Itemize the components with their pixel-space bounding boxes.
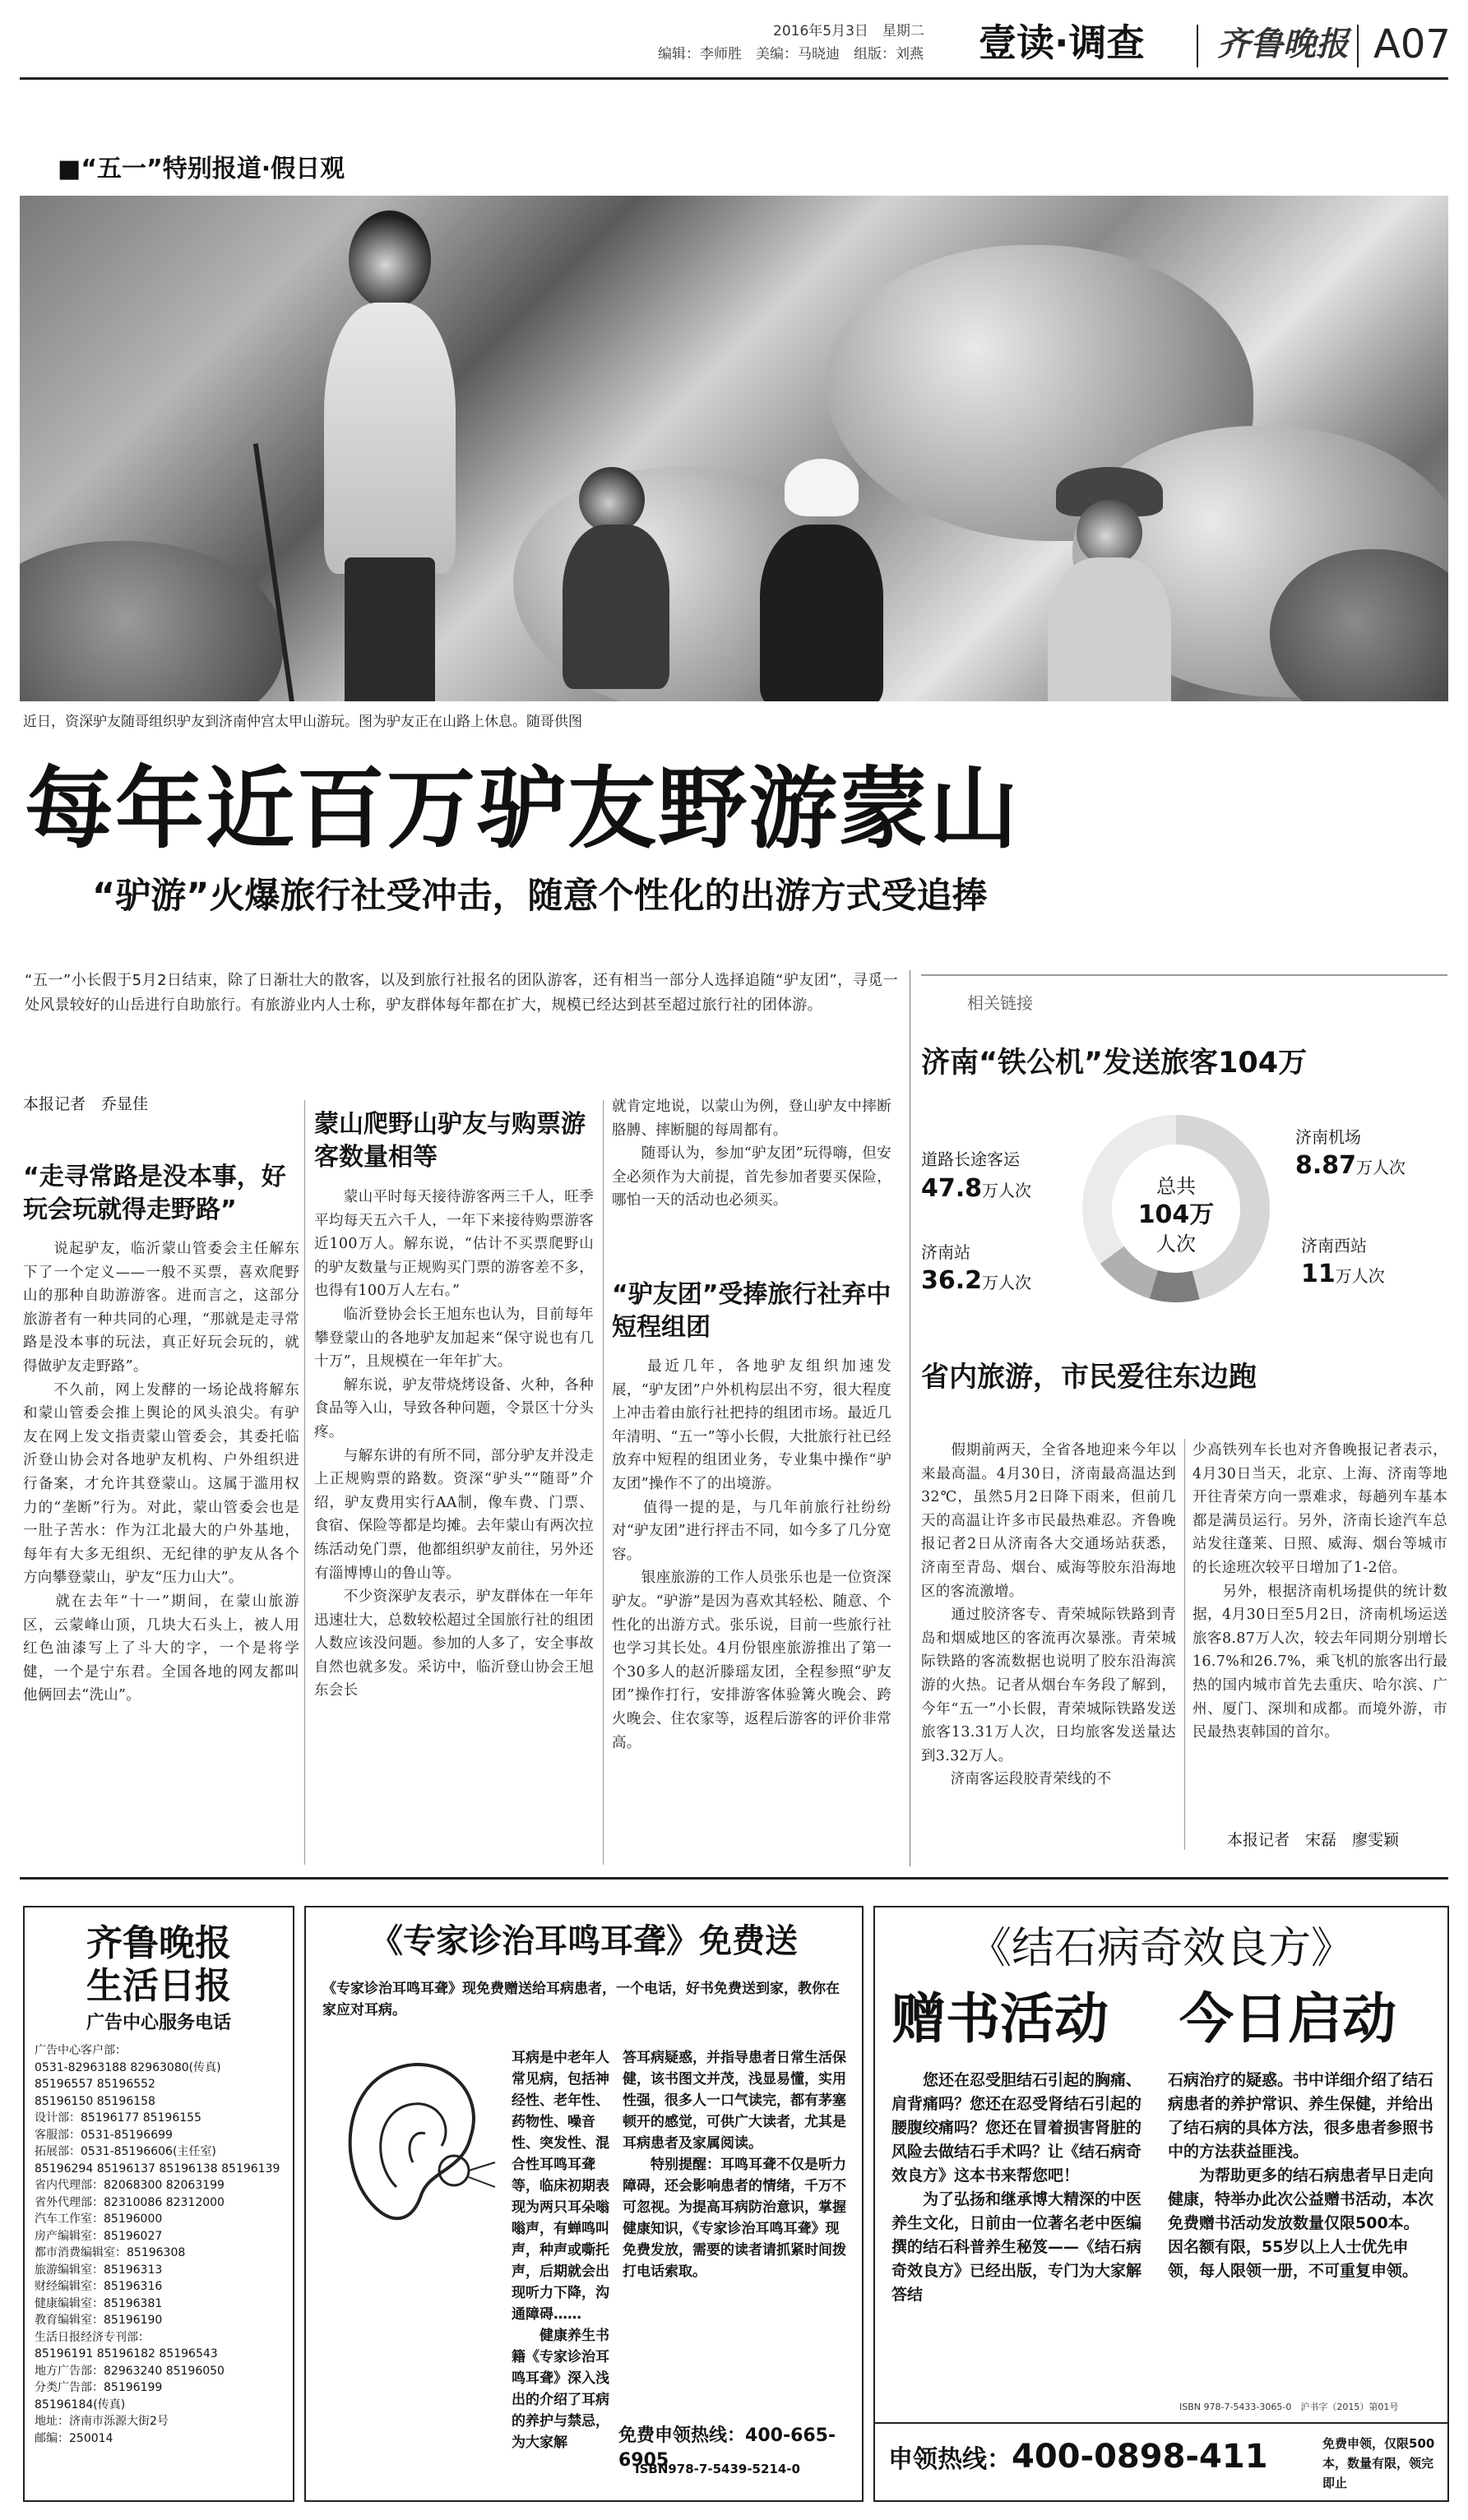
sidebar-byline: 本报记者 宋磊 廖雯颖 <box>1227 1831 1400 1849</box>
ad3-hotline: 申领热线：400-0898-411 <box>888 2438 1268 2476</box>
sidebar-title: 济南“铁公机”发送旅客104万 <box>921 1047 1308 1080</box>
sidebar-subhead: 省内旅游，市民爱往东边跑 <box>921 1361 1257 1394</box>
ad2-left-text: 耳病是中老年人常见病，包括神经性、老年性、药物性、噪音性、突发性、混合性耳鸣耳聋等，临床初期表现为两只耳朵嗡嗡声，有蝉鸣叫声，种声或嘶托声，后期就会出现听力下降，沟通障碍…… 健康养生书籍《专家诊治耳鸣耳聋》深入浅出的介绍了耳病的养护与禁忌，为大家解 <box>512 2050 609 2451</box>
sub-headline: “驴游”火爆旅行社受冲击，随意个性化的出游方式受追捧 <box>92 876 988 917</box>
related-links-label: 相关链接 <box>967 993 1033 1013</box>
special-report-label: ■“五一”特别报道·假日观 <box>58 155 345 183</box>
ad3-head-right: 今日启动 <box>1179 1987 1396 2051</box>
ad2-right-text: 答耳病疑惑，并指导患者日常生活保健，该书图文并茂，浅显易懂，实用性强，很多人一口气读完，都有茅塞顿开的感觉，可供广大读者，尤其是耳病患者及家属阅读。 特别提醒：耳鸣耳聋不仅是听力障碍，还会影响患者的情绪，千万不可忽视。为提高耳病防治意识，掌握健康知识，《专家诊治耳鸣耳聋》现免费发放，需要的读者请抓紧时间拨打电话索取。 <box>623 2050 846 2280</box>
hiking-photo <box>20 196 1448 701</box>
ad3-left-text: 您还在忍受胆结石引起的胸痛、肩背痛吗？您还在忍受肾结石引起的腰腹绞痛吗？您还在冒着损害肾脏的风险去做结石手术吗？让《结石病奇效良方》这本书来帮您吧！ 为了弘扬和继承博大精深的中医养生文化，日前由一位著名老中医编撰的结石科普养生秘笈——《结石病奇效良方》已经出版，专门为大家解答结 <box>891 2071 1142 2304</box>
donut-center-value: 104万 <box>1137 1200 1215 1229</box>
lead-paragraph: “五一”小长假于5月2日结束，除了日渐壮大的散客，以及到旅行社报名的团队游客，还有相当一部分人选择追随“驴友团”，寻觅一处风景较好的山岳进行自助旅行。有旅游业内人士称，驴友群体每年都在扩大，规模已经达到甚至超过旅行社的团体游。 <box>25 972 898 1014</box>
ad3-head-left: 赠书活动 <box>891 1987 1109 2051</box>
ad2-title: 《专家诊治耳鸣耳聋》免费送 <box>370 1922 798 1960</box>
ad3-title: 《结石病奇效良方》 <box>968 1924 1354 1973</box>
main-headline: 每年近百万驴友野游蒙山 <box>25 758 1021 861</box>
road-value: 47.8万人次 <box>921 1174 1032 1203</box>
paper-logo: 齐鲁晚报 <box>1217 25 1349 63</box>
sidebar-text-a: 假期前两天，全省各地迎来今年以来最高温。4月30日，济南最高温达到32℃，虽然5月2日降下雨来，但前几天的高温让许多市民最热难忍。齐鲁晚报记者2日从济南各大交通场站获悉，济南至青岛、烟台、威海等胶东沿海地区的客流激增。 通过胶济客专、青荣城际铁路到青岛和烟威地区的客流再次暴涨。青荣城际铁路的客流数据也说明了胶东沿海滨游的火热。记者从烟台车务段了解到，今年“五一”小长假，青荣城际铁路发送旅客13.31万人次，日均旅客发送量达到3.32万人。 济南客运段胶青荣线的不 <box>921 1442 1176 1788</box>
west-station-label: 济南西站 <box>1301 1236 1367 1255</box>
donut-center-label: 总共 <box>1156 1175 1196 1198</box>
ad2-isbn: ISBN978-7-5439-5214-0 <box>635 2462 800 2476</box>
airport-value: 8.87万人次 <box>1295 1151 1406 1180</box>
col1-heading: “走寻常路是没本事，好玩会玩就得走野路” <box>23 1163 286 1224</box>
col3-text: 最近几年，各地驴友组织加速发展，“驴友团”户外机构层出不穷，很大程度上冲击着由旅行社把持的组团市场。最近几年清明、“五一”等小长假，大批旅行社已经放弃中短程的组团业务，专业集中操作“驴友团”操作不了的出境游。 值得一提的是，与几年前旅行社纷纷对“驴友团”进行抨击不同，如今多了几分宽容。 银座旅游的工作人员张乐也是一位资深驴友。“驴游”是因为喜欢其轻松、随意、个性化的出游方式。张乐说，目前一些旅行社也学习其长处。4月份银座旅游推出了第一个30多人的赵沂滕瑶友团，全程参照“驴友团”操作打行，安排游客体验篝火晚会、跨火晚会、住农家等，返程后游客的评价非常高。 <box>612 1358 891 1751</box>
station-value: 36.2万人次 <box>921 1266 1032 1295</box>
road-label: 道路长途客运 <box>921 1149 1020 1169</box>
ad1-title2: 生活日报 <box>86 1965 231 2007</box>
photo-caption: 近日，资深驴友随哥组织驴友到济南仲宫太甲山游玩。图为驴友正在山路上休息。随哥供图 <box>23 714 582 730</box>
ad2-hotline: 免费申领热线：400-665-6905 <box>618 2425 836 2471</box>
ad3-note: 免费申领，仅限500本，数量有限，领完即止 <box>1322 2436 1435 2490</box>
col2-heading: 蒙山爬野山驴友与购票游客数量相等 <box>314 1110 586 1172</box>
ad2-intro: 《专家诊治耳鸣耳聋》现免费赠送给耳病患者，一个电话，好书免费送到家，教你在家应对耳病。 <box>322 1981 840 2018</box>
airport-label: 济南机场 <box>1295 1127 1361 1147</box>
sidebar-text-b: 少高铁列车长也对齐鲁晚报记者表示，4月30日当天，北京、上海、济南等地开往青荣方向一票难求，每趟列车基本都是满员运行。另外，济南长途汽车总站发往蓬莱、日照、威海、烟台等城市的长途班次较平日增加了1-2倍。 另外，根据济南机场提供的统计数据，4月30日至5月2日，济南机场运送旅客8.87万人次，较去年同期分别增长16.7%和26.7%，乘飞机的旅客出行最热的国内城市首先去重庆、哈尔滨、广州、厦门、深圳和成都。而境外游，市民最热衷韩国的首尔。 <box>1192 1442 1447 1741</box>
west-station-value: 11万人次 <box>1301 1260 1385 1288</box>
donut-center-unit: 人次 <box>1156 1232 1196 1255</box>
editors-line: 编辑：李师胜 美编：马晓迪 组版：刘燕 <box>658 46 924 62</box>
ear-anatomy-icon <box>331 2047 503 2236</box>
ad1-subtitle: 广告中心服务电话 <box>86 2013 231 2033</box>
ad-gallstone-book <box>873 1906 1449 2502</box>
ad-service-phones <box>23 1906 294 2502</box>
ad1-phone-list: 广告中心客户部： 0531-82963188 82963080(传真) 85196557 85196552 85196150 85196158 设计部：85196177 85196155 客服部：0531-85196699 拓展部：0531-85196606(主任室) 85196294 85196137 85196138 85196139 省内代理部：82068300 82063199 省外代理部：82310086 82312000 汽车工作室：85196000 房产编辑室：85196027 都市消费编辑室：85196308 旅游编辑室：85196313 财经编辑室：85196316 健康编辑室：85196381 教育编辑室：85196190 生活日报经济专刊部： 85196191 85196182 85196543 地方广告部：82963240 85196050 分类广告部：85196199 85196184(传真) 地址：济南市泺源大街2号 邮编：250014 <box>35 2044 280 2445</box>
byline: 本报记者 乔显佳 <box>23 1095 149 1113</box>
col3-text-top: 就肯定地说，以蒙山为例，登山驴友中摔断胳膊、摔断腿的每周都有。 随哥认为，参加“驴友团”玩得嗨，但安全必须作为大前提，首先参加者要买保险，哪怕一天的活动也必须买。 <box>612 1098 891 1209</box>
station-label: 济南站 <box>921 1242 970 1262</box>
issue-date: 2016年5月3日 星期二 <box>773 23 924 39</box>
col2-text: 蒙山平时每天接待游客两三千人，旺季平均每天五六千人，一年下来接待购票游客近100万人。解东说，“估计不买票爬野山的驴友数量与正规购买门票的游客差不多，也得有100万人左右。” 临沂登协会长王旭东也认为，目前每年攀登蒙山的各地驴友加起来“保守说也有几十万”，且规模在一年年扩大。 解东说，驴友带烧烤设备、火种，各种食品等入山，导致各种问题，令景区十分头疼。 与解东讲的有所不同，部分驴友并没走上正规购票的路数。资深“驴头”“随哥”介绍，驴友费用实行AA制，像车费、门票、食宿、保险等都是均摊。去年蒙山有两次拉练活动免门票，他都组织驴友前往，另外还有淄博博山的鲁山等。 不少资深驴友表示，驴友群体在一年年迅速壮大，总数较松超过全国旅行社的组团人数应该没问题。参加的人多了，安全事故自然也就多发。采访中，临沂登山协会王旭东会长 <box>314 1189 594 1699</box>
section-title: 壹读·调查 <box>979 21 1145 65</box>
ad3-small-note: ISBN 978-7-5433-3065-0 沪书字（2015）第01号 <box>1179 2402 1399 2412</box>
ad-tinnitus-book <box>304 1906 864 2502</box>
ad1-title1: 齐鲁晚报 <box>86 1922 231 1964</box>
col1-text: 说起驴友，临沂蒙山管委会主任解东下了一个定义——一般不买票，喜欢爬野山的那种自助游游客。进而言之，这部分旅游者有一种共同的心理，“那就是走寻常路是没本事的玩法，真正好玩会玩的，就得做驴友走野路”。 不久前，网上发酵的一场论战将解东和蒙山管委会推上舆论的风头浪尖。有驴友在网上发文指责蒙山管委会，其委托临沂登山协会对各地驴友机构、户外组织进行备案，才允许其登蒙山。这属于滥用权力的“垄断”行为。对此，蒙山管委会也是一肚子苦水：作为江北最大的户外基地，每年有大多无组织、无纪律的驴友从各个方向攀登蒙山，驴友“压力山大”。 就在去年“十一”期间，在蒙山旅游区，云蒙峰山顶，几块大石头上，被人用红色油漆写上了斗大的字，一个是将学健，一个是宁东君。全国各地的网友都叫他俩回去“洗山”。 <box>23 1241 299 1704</box>
page-number: A07 <box>1373 21 1451 67</box>
col3-heading: “驴友团”受捧旅行社弃中短程组团 <box>612 1280 891 1342</box>
ad3-right-text: 石病治疗的疑惑。书中详细介绍了结石病患者的养护常识、养生保健，并给出了结石病的具体方法，很多患者参照书中的方法获益匪浅。 为帮助更多的结石病患者早日走向健康，特举办此次公益赠书活动，本次免费赠书活动发放数量仅限500本。因名额有限，55岁以上人士优先申领，每人限领一册，不可重复申领。 <box>1168 2071 1434 2280</box>
